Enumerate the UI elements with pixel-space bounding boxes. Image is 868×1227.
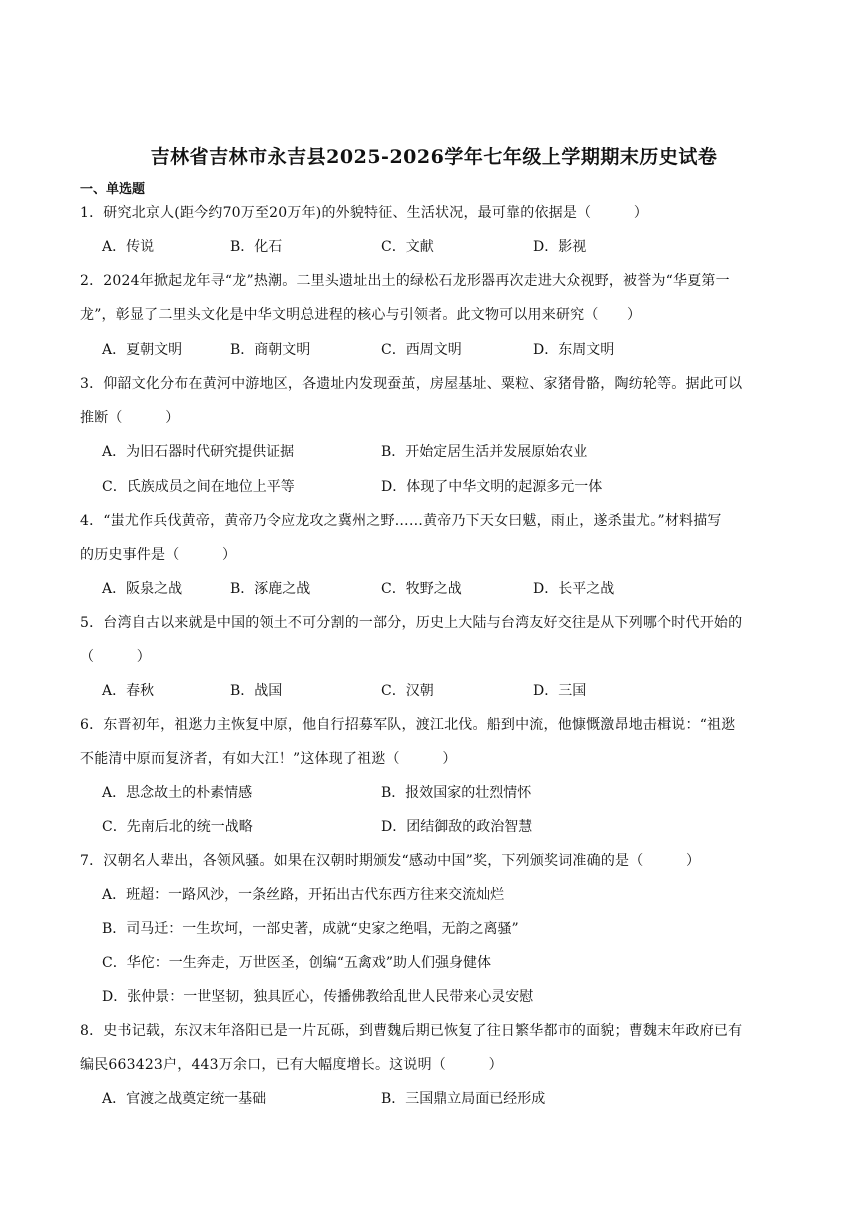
q2-option-c: C．西周文明: [381, 342, 462, 358]
q4-option-b: B．涿鹿之战: [230, 581, 311, 597]
q5-option-c: C．汉朝: [381, 683, 434, 699]
q6-option-d: D．团结御敌的政治智慧: [381, 819, 533, 835]
q3-option-c: C．氏族成员之间在地位上平等: [102, 479, 295, 495]
question-1-line-1: 1．研究北京人(距今约70万至20万年)的外貌特征、生活状况，最可靠的依据是（ ）: [80, 205, 649, 221]
question-7-line-1: 7．汉朝名人辈出，各领风骚。如果在汉朝时期颁发“感动中国”奖，下列颁奖词准确的是（ ）: [80, 853, 701, 869]
question-5-line-2: （ ）: [80, 649, 151, 665]
q7-option-a: A．班超：一路风沙，一条丝路，开拓出古代东西方往来交流灿烂: [102, 887, 505, 903]
question-6-line-2: 不能清中原而复济者，有如大江！”这体现了祖逖（ ）: [80, 751, 457, 767]
section-heading: 一、单选题: [80, 182, 146, 197]
question-6-line-1: 6．东晋初年，祖逖力主恢复中原，他自行招募军队，渡江北伐。船到中流，他慷慨激昂地击楫说：“祖逖: [80, 717, 736, 733]
question-8-line-2: 编民663423户，443万余口，已有大幅度增长。这说明（ ）: [80, 1057, 503, 1073]
q5-option-b: B．战国: [230, 683, 283, 699]
q1-option-d: D．影视: [533, 239, 587, 255]
q6-option-b: B．报效国家的壮烈情怀: [381, 785, 532, 801]
q8-option-a: A．官渡之战奠定统一基础: [102, 1091, 267, 1107]
question-2-line-1: 2．2024年掀起龙年寻“龙”热潮。二里头遗址出土的绿松石龙形器再次走进大众视野，被誉为“华夏第一: [80, 273, 730, 289]
q2-option-d: D．东周文明: [533, 342, 615, 358]
question-4-line-1: 4．“蚩尤作兵伐黄帝，黄帝乃令应龙攻之冀州之野……黄帝乃下天女曰魃，雨止，遂杀蚩尤。”材料描写: [80, 513, 722, 529]
q3-option-a: A．为旧石器时代研究提供证据: [102, 444, 295, 460]
q5-option-a: A．春秋: [102, 683, 155, 699]
q4-option-c: C．牧野之战: [381, 581, 462, 597]
q7-option-c: C．华佗：一生奔走，万世医圣，创编“五禽戏”助人们强身健体: [102, 955, 492, 971]
q7-option-b: B．司马迁：一生坎坷，一部史著，成就“史家之绝唱，无韵之离骚”: [102, 921, 519, 937]
q8-option-b: B．三国鼎立局面已经形成: [381, 1091, 546, 1107]
q1-option-c: C．文献: [381, 239, 434, 255]
q4-option-a: A．阪泉之战: [102, 581, 183, 597]
question-8-line-1: 8．史书记载，东汉末年洛阳已是一片瓦砾，到曹魏后期已恢复了往日繁华都市的面貌；曹魏末年政府已有: [80, 1023, 743, 1039]
q2-option-a: A．夏朝文明: [102, 342, 183, 358]
q7-option-d: D．张仲景：一世坚韧，独具匠心，传播佛教给乱世人民带来心灵安慰: [102, 989, 534, 1005]
exam-title: 吉林省吉林市永吉县2025-2026学年七年级上学期期末历史试卷: [150, 146, 718, 168]
question-2-line-2: 龙”，彰显了二里头文化是中华文明总进程的核心与引领者。此文物可以用来研究（ ）: [80, 307, 642, 323]
q2-option-b: B．商朝文明: [230, 342, 311, 358]
question-4-line-2: 的历史事件是（ ）: [80, 547, 237, 563]
question-3-line-1: 3．仰韶文化分布在黄河中游地区，各遗址内发现蚕茧，房屋基址、粟粒、家猪骨骼，陶纺轮等。据此可以: [80, 376, 743, 392]
q1-option-a: A．传说: [102, 239, 155, 255]
question-5-line-1: 5．台湾自古以来就是中国的领土不可分割的一部分，历史上大陆与台湾友好交往是从下列哪个时代开始的: [80, 615, 743, 631]
q5-option-d: D．三国: [533, 683, 587, 699]
q4-option-d: D．长平之战: [533, 581, 615, 597]
q1-option-b: B．化石: [230, 239, 283, 255]
q3-option-b: B．开始定居生活并发展原始农业: [381, 444, 588, 460]
q6-option-c: C．先南后北的统一战略: [102, 819, 253, 835]
q6-option-a: A．思念故土的朴素情感: [102, 785, 253, 801]
q3-option-d: D．体现了中华文明的起源多元一体: [381, 479, 603, 495]
question-3-line-2: 推断（ ）: [80, 410, 180, 426]
